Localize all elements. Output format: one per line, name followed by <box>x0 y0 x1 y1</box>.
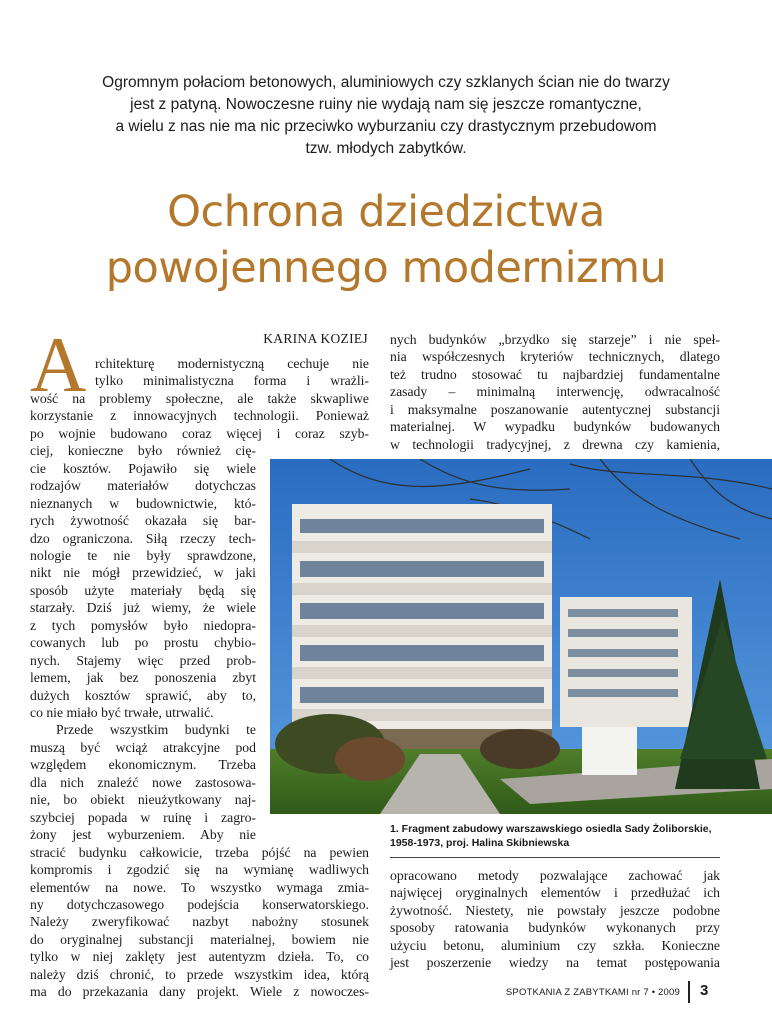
text-line: należy dziś chronić, to przede wszystkim idea, którą <box>30 966 369 982</box>
text-line: względem ekonomicznym. Trzeba <box>30 757 256 773</box>
text-line: sposób użyte materiały będą się <box>30 582 256 598</box>
caption-divider <box>390 857 720 858</box>
text-line: rodzajów materiałów dotychczas <box>30 478 256 494</box>
lead-line: jest z patyną. Nowoczesne ruiny nie wydają nam się jeszcze romantyczne, <box>130 96 642 113</box>
lead-line: a wielu z nas nie ma nic przeciwko wyburzaniu czy drastycznym przebudowom <box>115 118 657 135</box>
text-line: dla nich znaleźć nowe zastosowa- <box>30 774 256 790</box>
lead-paragraph <box>60 72 712 160</box>
photo-caption <box>390 822 720 850</box>
text-line: użyciu betonu, aluminium czy szkła. Konieczne <box>390 937 720 953</box>
text-line: materialnej. W wypadku budynków budowanych <box>390 419 720 435</box>
drop-cap: A <box>30 321 87 408</box>
text-line: sposoby ratowania budynków wykonanych przy <box>390 920 720 936</box>
caption-line: 1. Fragment zabudowy warszawskiego osiedla Sady Żoliborskie, <box>390 823 712 835</box>
author-byline: KARINA KOZIEJ <box>263 331 368 346</box>
text-line: do oryginalnej substancji materialnej, bowiem nie <box>30 931 369 947</box>
article-title <box>20 184 752 296</box>
title-line: powojennego modernizmu <box>105 243 667 293</box>
building-photo <box>270 459 772 814</box>
text-line: nych budynków „brzydko się starzeje” i nie speł- <box>390 332 720 347</box>
text-line: lemem, jak bez ponoszenia zbyt <box>30 670 256 686</box>
text-line: ma do przekazania dany projekt. Wiele z nowoczes- <box>30 984 369 1000</box>
text-line: Przede wszystkim budynki te <box>56 722 256 738</box>
text-line: ny dotychczasowego podejścia konserwatorskiego. <box>30 896 369 912</box>
text-line: kompromis i zgodzić się na wymianę wadliwych <box>30 862 369 878</box>
text-line: tylko minimalistyczna forma i wrażli- <box>95 373 369 389</box>
text-line: też trudno stosować tu najbardziej fundamentalne <box>390 366 720 382</box>
text-line: tylko w niej zaklęty jest autentyzm dzieła. To, co <box>30 949 369 965</box>
text-line: nia współczesnych kryteriów technicznych, dlatego <box>390 349 720 365</box>
text-line: nych. Stajemy więc przed prob- <box>30 652 256 668</box>
text-line: i maksymalne poszanowanie autentycznej substancji <box>390 401 720 417</box>
text-line: żywotność. Niestety, nie powstały jeszcze podobne <box>390 902 720 918</box>
text-line: po wojnie budowano coraz więcej i coraz szyb- <box>30 425 369 441</box>
text-line: żony jest wyburzeniem. Aby nie <box>30 827 256 843</box>
text-line: ciej, konieczne było również cię- <box>30 443 256 459</box>
text-line: Należy zweryfikować nazbyt nabożny stosunek <box>30 914 369 930</box>
text-line: zasady – minimalną interwencję, odwracalność <box>390 384 720 400</box>
text-line: dzo ograniczona. Siłą rzeczy tech- <box>30 530 256 546</box>
text-line: nieznanych w budownictwie, któ- <box>30 495 256 511</box>
text-line: wość na problemy społeczne, ale także skwapliwe <box>30 390 369 406</box>
footer-divider <box>688 981 690 1003</box>
page-number: 3 <box>700 982 709 999</box>
lead-line: Ogromnym połaciom betonowych, aluminiowych czy szklanych ścian nie do twarzy <box>102 74 670 91</box>
lead-line: tzw. młodych zabytków. <box>305 140 467 157</box>
text-line: opracowano metody pozwalające zachować jak <box>390 868 720 883</box>
text-line: stracić budynku całkowicie, trzeba pójść na pewien <box>30 844 369 860</box>
text-line: najwięcej oryginalnych elementów i przedłużać ich <box>390 885 720 901</box>
title-line: Ochrona dziedzictwa <box>167 187 605 237</box>
text-line: cie kosztów. Pojawiło się wiele <box>30 460 256 476</box>
text-line: korzystanie z innowacyjnych technologii. Ponieważ <box>30 408 369 424</box>
text-line: nikt nie mógł przewidzieć, w jaki <box>30 565 256 581</box>
text-line: nologie te nie były sprawdzone, <box>30 547 256 563</box>
text-line: starzały. Dziś już wiemy, że wiele <box>30 600 256 616</box>
text-line: w technologii tradycyjnej, z drewna czy kamienia, <box>390 436 720 452</box>
text-line: jest poszerzenie wiedzy na temat postępowania <box>390 955 720 971</box>
text-line: elementów na nowe. To wszystko wymaga zmia- <box>30 879 369 895</box>
text-line: szybciej popada w ruinę i zagro- <box>30 809 256 825</box>
text-line: rych żywotność okazała się bar- <box>30 513 256 529</box>
footer-publication: SPOTKANIA Z ZABYTKAMI nr 7 • 2009 <box>505 987 680 998</box>
text-line: nie, bo obiekt nieużytkowany naj- <box>30 792 256 808</box>
text-line: co nie miało być trwałe, utrwalić. <box>30 705 214 720</box>
text-line: z tych pomysłów było niedopra- <box>30 617 256 633</box>
text-line: rchitekturę modernistyczną cechuje nie <box>95 356 369 371</box>
text-line: muszą być wciąż atrakcyjne pod <box>30 739 256 755</box>
text-line: cowanych lub po prostu chybio- <box>30 635 256 651</box>
caption-line: 1958-1973, proj. Halina Skibniewska <box>390 837 570 849</box>
text-line: dużych kosztów sprawić, aby to, <box>30 687 256 703</box>
